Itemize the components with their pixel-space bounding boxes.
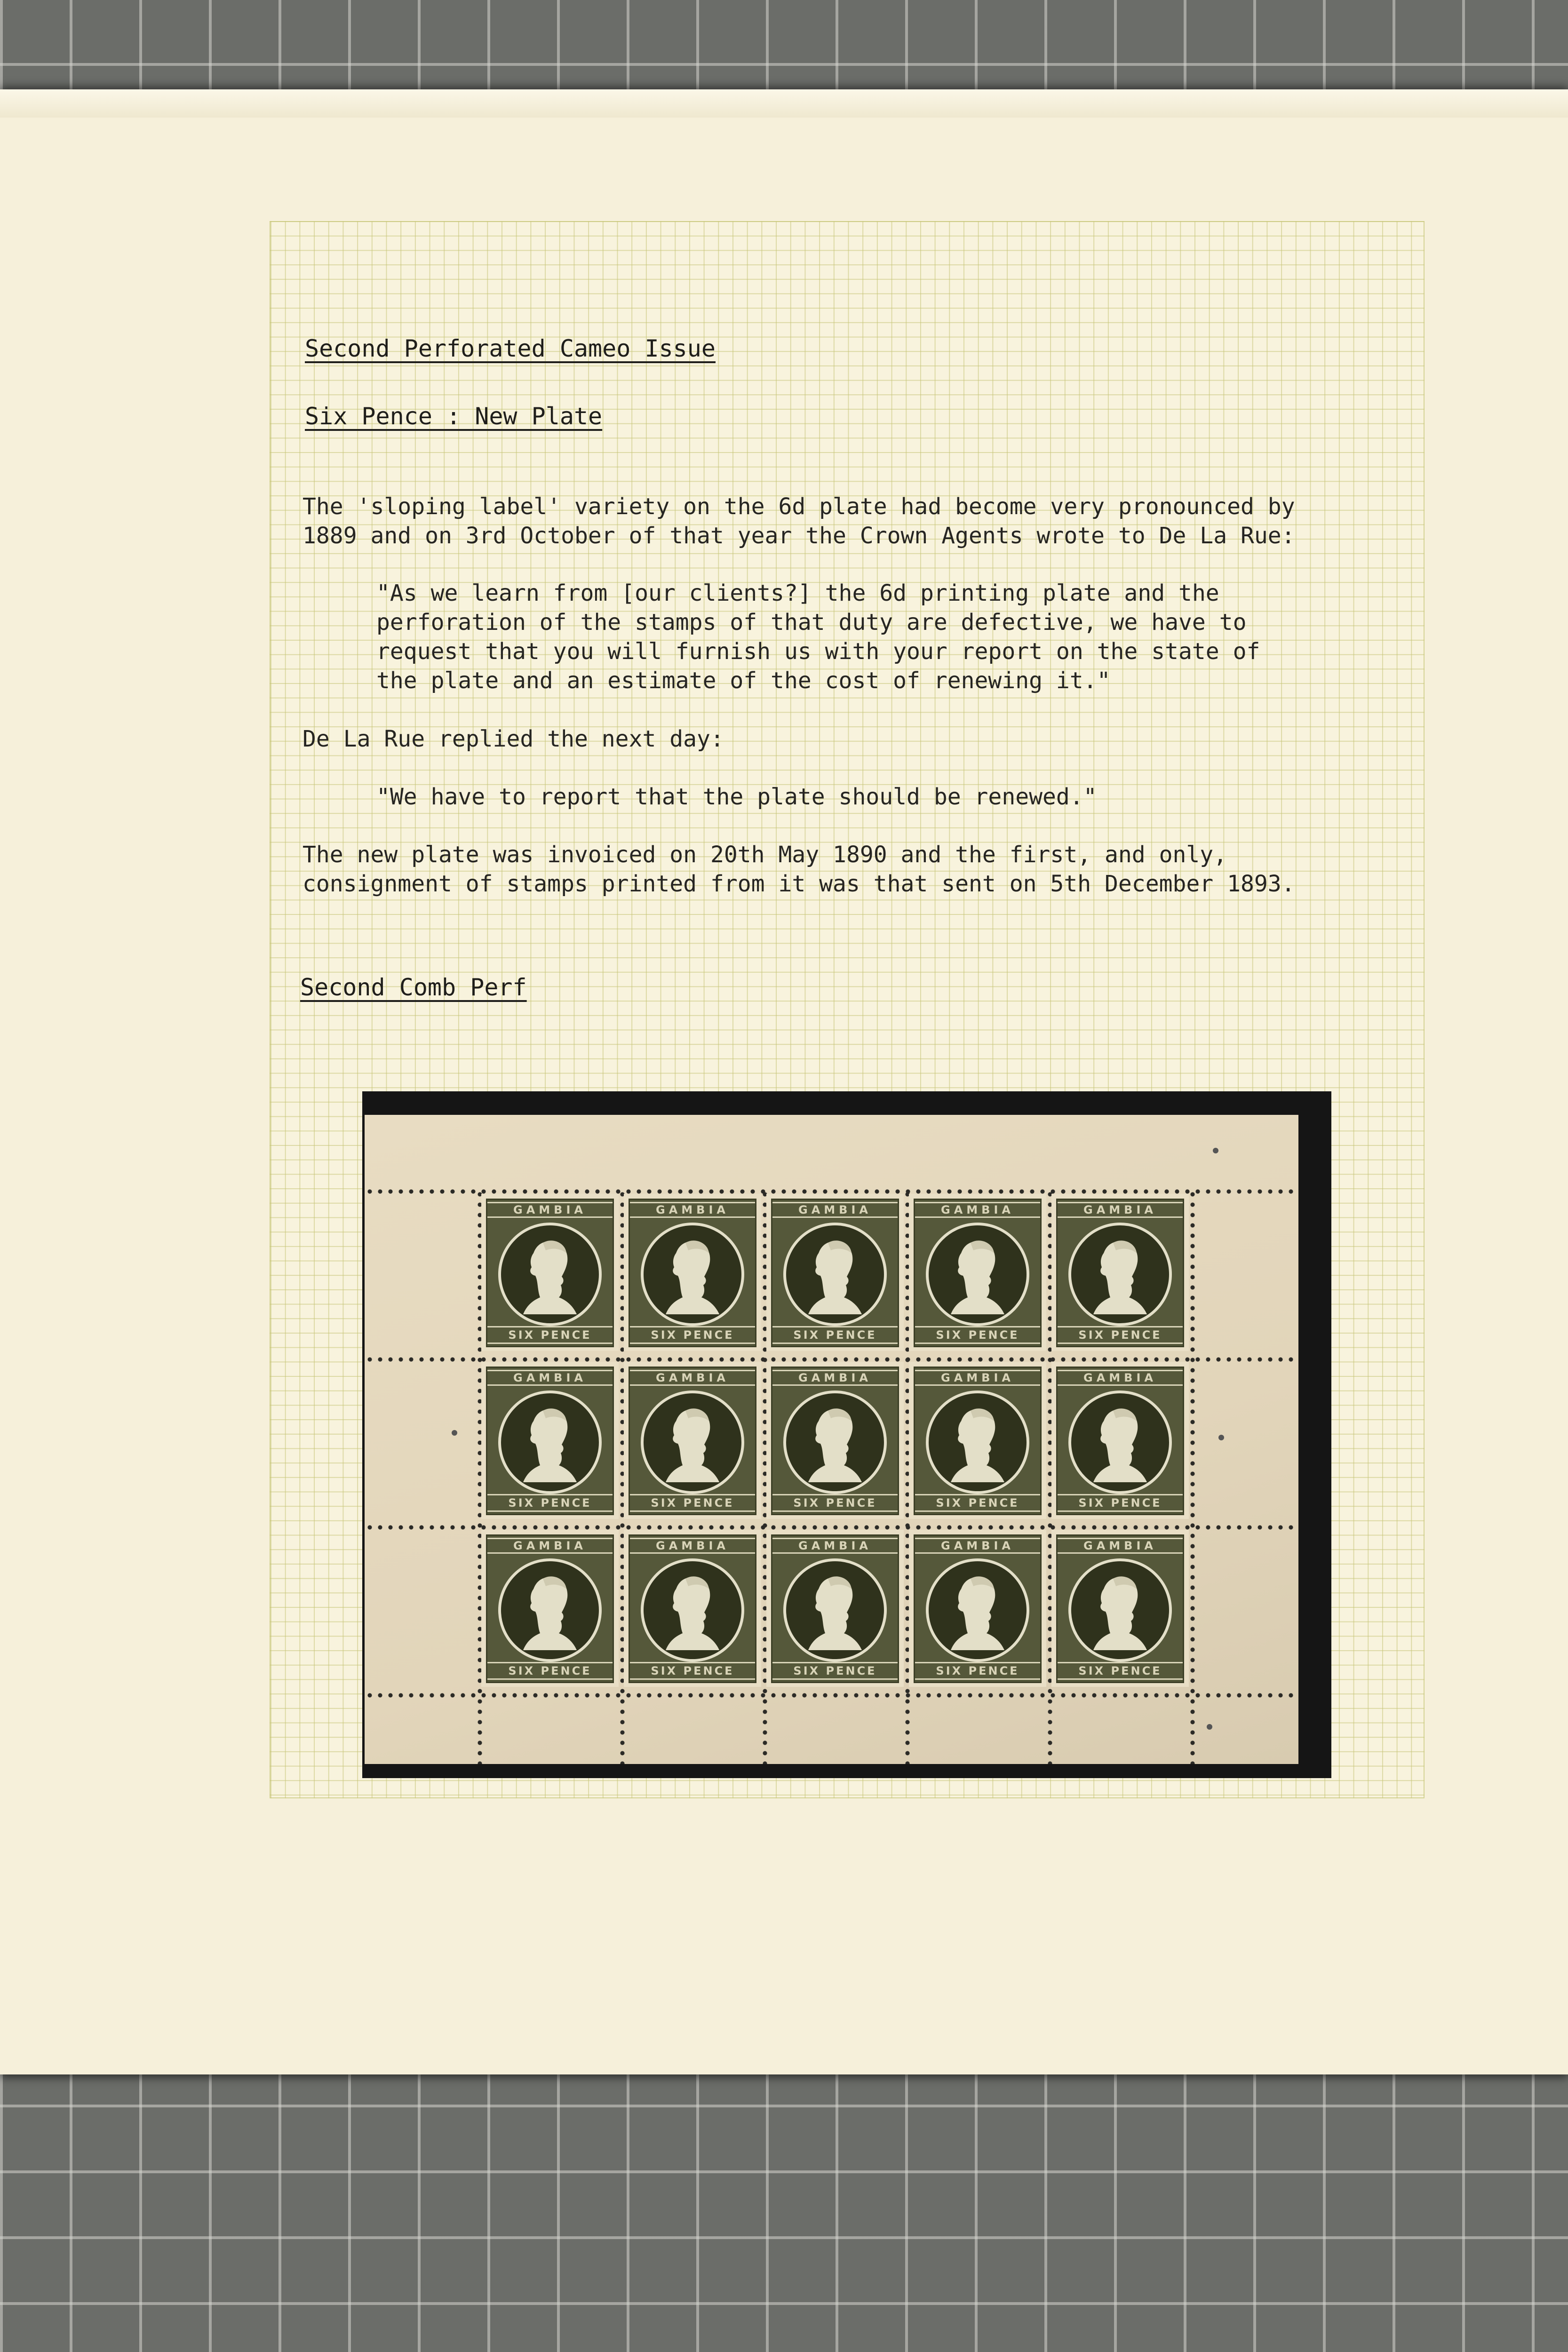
portrait-oval bbox=[783, 1223, 887, 1326]
portrait-oval bbox=[641, 1391, 744, 1494]
stamp-design bbox=[629, 1534, 756, 1683]
album-sleeve-top bbox=[0, 0, 1568, 89]
queen-victoria-cameo-icon bbox=[942, 1402, 1013, 1482]
quote-crown-agents: "As we learn from [our clients?] the 6d printing plate and the perforation of the stamps of that duty are defective, we have to request that you will furnish us with your report on the state of the plate and an estimate of the cost of renewing it." bbox=[376, 580, 1260, 694]
stamp-country-label: GAMBIA bbox=[487, 1538, 613, 1554]
heading-sub: Six Pence : New Plate bbox=[305, 403, 603, 430]
sheet-marking-dot bbox=[1207, 1724, 1212, 1730]
perforation-row bbox=[365, 1693, 1298, 1698]
stamp-value-label: SIX PENCE bbox=[915, 1662, 1040, 1680]
stamp-design bbox=[486, 1534, 614, 1683]
stamp-country-label: GAMBIA bbox=[915, 1370, 1040, 1386]
stamp-country-label: GAMBIA bbox=[487, 1202, 613, 1218]
stamp-country-label: GAMBIA bbox=[630, 1538, 755, 1554]
portrait-oval bbox=[926, 1391, 1029, 1494]
stamp-value-label: SIX PENCE bbox=[772, 1662, 898, 1680]
stamp bbox=[481, 1194, 619, 1351]
stamp-value-label: SIX PENCE bbox=[487, 1494, 613, 1512]
heading-comb-perf: Second Comb Perf bbox=[300, 974, 527, 1001]
stamp-value-label: SIX PENCE bbox=[630, 1494, 755, 1512]
stamp-design bbox=[771, 1367, 899, 1515]
portrait-oval bbox=[641, 1223, 744, 1326]
stamp bbox=[624, 1530, 761, 1687]
stamp-design bbox=[486, 1199, 614, 1347]
perforation-row bbox=[365, 1189, 1298, 1194]
stamp bbox=[624, 1362, 761, 1519]
stamp-design bbox=[771, 1199, 899, 1347]
queen-victoria-cameo-icon bbox=[1085, 1402, 1155, 1482]
stamp-country-label: GAMBIA bbox=[487, 1370, 613, 1386]
portrait-oval bbox=[498, 1391, 602, 1494]
stamp bbox=[624, 1194, 761, 1351]
stamp bbox=[481, 1530, 619, 1687]
queen-victoria-cameo-icon bbox=[657, 1402, 728, 1482]
stamp-value-label: SIX PENCE bbox=[487, 1662, 613, 1680]
portrait-oval bbox=[1068, 1558, 1172, 1662]
stamp-value-label: SIX PENCE bbox=[487, 1326, 613, 1344]
paragraph-reply: De La Rue replied the next day: bbox=[302, 726, 724, 752]
portrait-oval bbox=[926, 1558, 1029, 1662]
stamp-design bbox=[914, 1199, 1042, 1347]
queen-victoria-cameo-icon bbox=[1085, 1570, 1155, 1650]
stamp-value-label: SIX PENCE bbox=[1058, 1326, 1183, 1344]
perforation-column bbox=[1190, 1189, 1195, 1764]
stamp bbox=[1051, 1530, 1189, 1687]
stamp bbox=[1051, 1362, 1189, 1519]
stamp-design bbox=[771, 1534, 899, 1683]
queen-victoria-cameo-icon bbox=[942, 1234, 1013, 1314]
stamp bbox=[909, 1362, 1046, 1519]
stamp-country-label: GAMBIA bbox=[1058, 1202, 1183, 1218]
stamp-country-label: GAMBIA bbox=[1058, 1538, 1183, 1554]
queen-victoria-cameo-icon bbox=[515, 1402, 585, 1482]
stamp-country-label: GAMBIA bbox=[772, 1202, 898, 1218]
stamp-country-label: GAMBIA bbox=[915, 1538, 1040, 1554]
stamp bbox=[1051, 1194, 1189, 1351]
portrait-oval bbox=[498, 1223, 602, 1326]
queen-victoria-cameo-icon bbox=[800, 1402, 870, 1482]
queen-victoria-cameo-icon bbox=[942, 1570, 1013, 1650]
stamp-design bbox=[629, 1199, 756, 1347]
queen-victoria-cameo-icon bbox=[515, 1570, 585, 1650]
stamp-value-label: SIX PENCE bbox=[772, 1326, 898, 1344]
stamp bbox=[481, 1362, 619, 1519]
stamp-design bbox=[1056, 1367, 1184, 1515]
stamp-design bbox=[486, 1367, 614, 1515]
stamp-country-label: GAMBIA bbox=[1058, 1370, 1183, 1386]
sheet-marking-dot bbox=[452, 1430, 457, 1436]
queen-victoria-cameo-icon bbox=[1085, 1234, 1155, 1314]
stamp-design bbox=[914, 1534, 1042, 1683]
stamp-design bbox=[1056, 1534, 1184, 1683]
sheet-marking-dot bbox=[1213, 1148, 1218, 1153]
portrait-oval bbox=[783, 1391, 887, 1494]
stamp-value-label: SIX PENCE bbox=[630, 1326, 755, 1344]
stamp-design bbox=[629, 1367, 756, 1515]
stamp-value-label: SIX PENCE bbox=[1058, 1662, 1183, 1680]
quote-de-la-rue: "We have to report that the plate should be renewed." bbox=[376, 784, 1097, 810]
stamp-value-label: SIX PENCE bbox=[915, 1326, 1040, 1344]
perforation-row bbox=[365, 1357, 1298, 1362]
stamp bbox=[766, 1362, 904, 1519]
protector-sleeve-edge bbox=[0, 89, 1568, 118]
stamp-sheet bbox=[365, 1115, 1298, 1764]
stamp-country-label: GAMBIA bbox=[915, 1202, 1040, 1218]
queen-victoria-cameo-icon bbox=[515, 1234, 585, 1314]
stamp-country-label: GAMBIA bbox=[630, 1202, 755, 1218]
queen-victoria-cameo-icon bbox=[657, 1570, 728, 1650]
queen-victoria-cameo-icon bbox=[800, 1570, 870, 1650]
paragraph-intro: The 'sloping label' variety on the 6d plate had become very pronounced by 1889 and on 3rd October of that year the Crown Agents wrote to De La Rue: bbox=[302, 493, 1295, 549]
stamp-value-label: SIX PENCE bbox=[630, 1662, 755, 1680]
stamp bbox=[766, 1194, 904, 1351]
stamp-country-label: GAMBIA bbox=[772, 1538, 898, 1554]
portrait-oval bbox=[641, 1558, 744, 1662]
stamp bbox=[909, 1194, 1046, 1351]
album-sleeve-bottom bbox=[0, 2074, 1568, 2352]
portrait-oval bbox=[1068, 1391, 1172, 1494]
portrait-oval bbox=[783, 1558, 887, 1662]
stamp-design bbox=[914, 1367, 1042, 1515]
stamp bbox=[766, 1530, 904, 1687]
queen-victoria-cameo-icon bbox=[657, 1234, 728, 1314]
stamp-design bbox=[1056, 1199, 1184, 1347]
stamp-country-label: GAMBIA bbox=[772, 1370, 898, 1386]
stamp bbox=[909, 1530, 1046, 1687]
stamp-value-label: SIX PENCE bbox=[772, 1494, 898, 1512]
portrait-oval bbox=[926, 1223, 1029, 1326]
sheet-marking-dot bbox=[1218, 1435, 1224, 1440]
perforation-row bbox=[365, 1525, 1298, 1530]
heading-main: Second Perforated Cameo Issue bbox=[305, 335, 716, 362]
paragraph-invoice: The new plate was invoiced on 20th May 1890 and the first, and only, consignment of stamps printed from it was that sent on 5th December 1893. bbox=[302, 842, 1295, 897]
stamp-value-label: SIX PENCE bbox=[1058, 1494, 1183, 1512]
stamp-value-label: SIX PENCE bbox=[915, 1494, 1040, 1512]
queen-victoria-cameo-icon bbox=[800, 1234, 870, 1314]
portrait-oval bbox=[1068, 1223, 1172, 1326]
portrait-oval bbox=[498, 1558, 602, 1662]
stamp-country-label: GAMBIA bbox=[630, 1370, 755, 1386]
